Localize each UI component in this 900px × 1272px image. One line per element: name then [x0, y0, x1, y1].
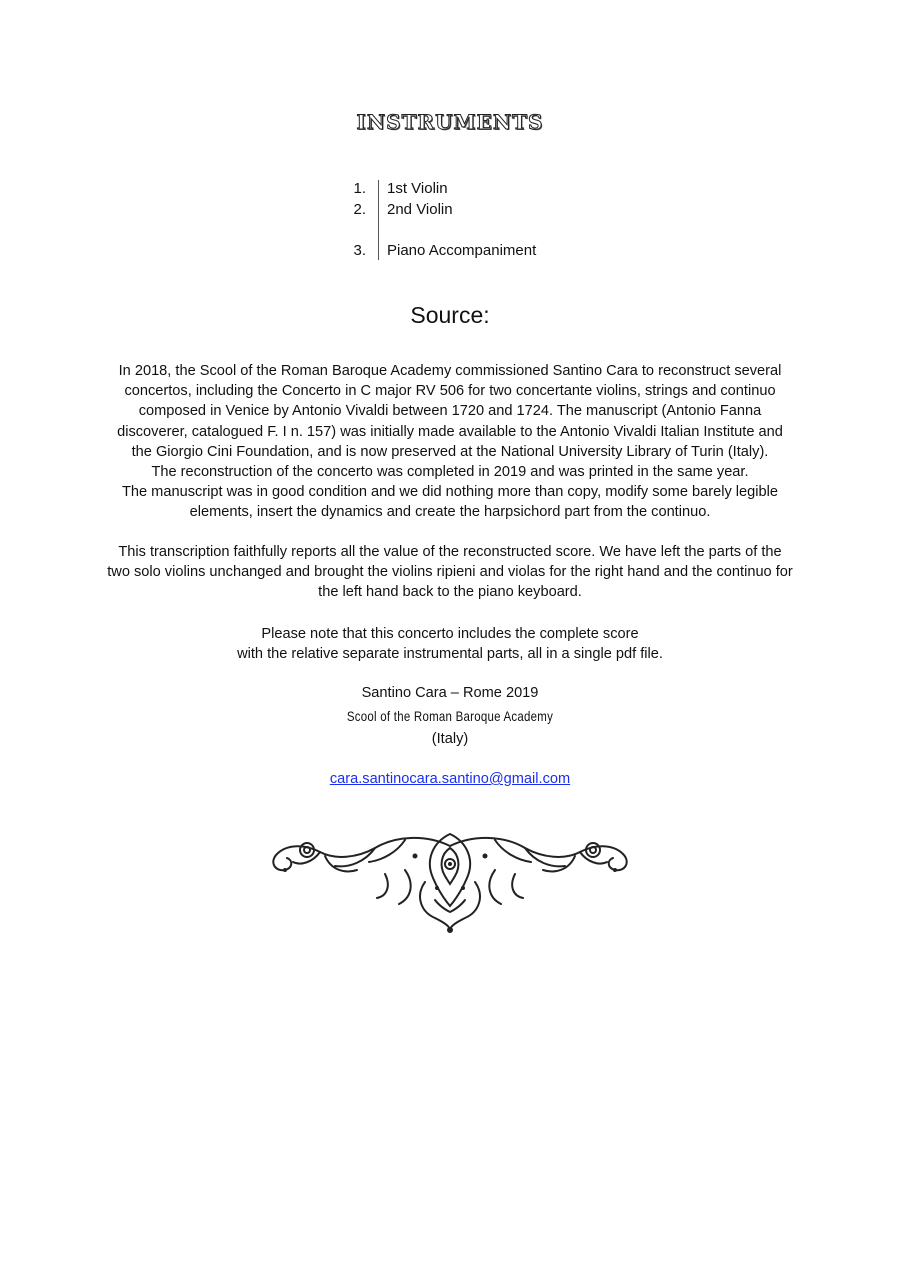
signature-name: Santino Cara – Rome 2019	[361, 685, 539, 701]
text-line: Please note that this concerto includes the complete score	[261, 626, 639, 642]
instrument-name: 1st Violin	[387, 180, 448, 197]
instrument-item	[340, 199, 600, 220]
source-title: Source:	[410, 302, 490, 328]
source-paragraph-3	[200, 624, 700, 664]
text-line: composed in Venice by Antonio Vivaldi between 1720 and 1724. The manuscript (Antonio Fanna	[138, 403, 762, 420]
instrument-name: 2nd Violin	[387, 201, 453, 218]
email-line	[0, 771, 900, 787]
instrument-number: 2.	[353, 201, 366, 218]
instruments-heading: INSTRUMENTS	[356, 110, 544, 134]
source-paragraph-2	[80, 542, 820, 603]
source-paragraph-1	[80, 361, 820, 523]
instrument-item	[340, 240, 600, 261]
signature-academy: Scool of the Roman Baroque Academy	[346, 708, 554, 724]
text-line: elements, insert the dynamics and create the harpsichord part from the continuo.	[189, 504, 711, 521]
text-line: with the relative separate instrumental parts, all in a single pdf file.	[237, 646, 663, 663]
signature-country: (Italy)	[431, 731, 469, 747]
text-line: The reconstruction of the concerto was completed in 2019 and was printed in the same year.	[151, 464, 749, 481]
text-line: the left hand back to the piano keyboard.	[318, 584, 582, 601]
text-line: The manuscript was in good condition and we did nothing more than copy, modify some barely legible	[121, 484, 778, 501]
text-line: concertos, including the Concerto in C major RV 506 for two concertante violins, strings and continuo	[124, 383, 776, 400]
email-link[interactable]: cara.santinocara.santino@gmail.com	[329, 771, 571, 787]
instrument-list	[340, 178, 600, 261]
text-line: In 2018, the Scool of the Roman Baroque Academy commissioned Santino Cara to reconstruct several	[118, 363, 782, 379]
baroque-ornament-icon	[265, 826, 635, 934]
instrument-item	[340, 178, 600, 199]
instrument-name: Piano Accompaniment	[387, 242, 537, 259]
text-line: the Giorgio Cini Foundation, and is now preserved at the National University Library of Turin (Italy).	[131, 443, 769, 460]
text-line: discoverer, catalogued F. I n. 157) was initially made available to the Antonio Vivaldi Italian Institute and	[117, 423, 783, 440]
text-line: This transcription faithfully reports all the value of the reconstructed score. We have left the parts of the	[118, 544, 782, 560]
instrument-number: 1.	[353, 180, 366, 197]
instrument-number: 3.	[353, 242, 366, 259]
text-line: two solo violins unchanged and brought the violins ripieni and violas for the right hand and the continuo for	[107, 564, 793, 581]
